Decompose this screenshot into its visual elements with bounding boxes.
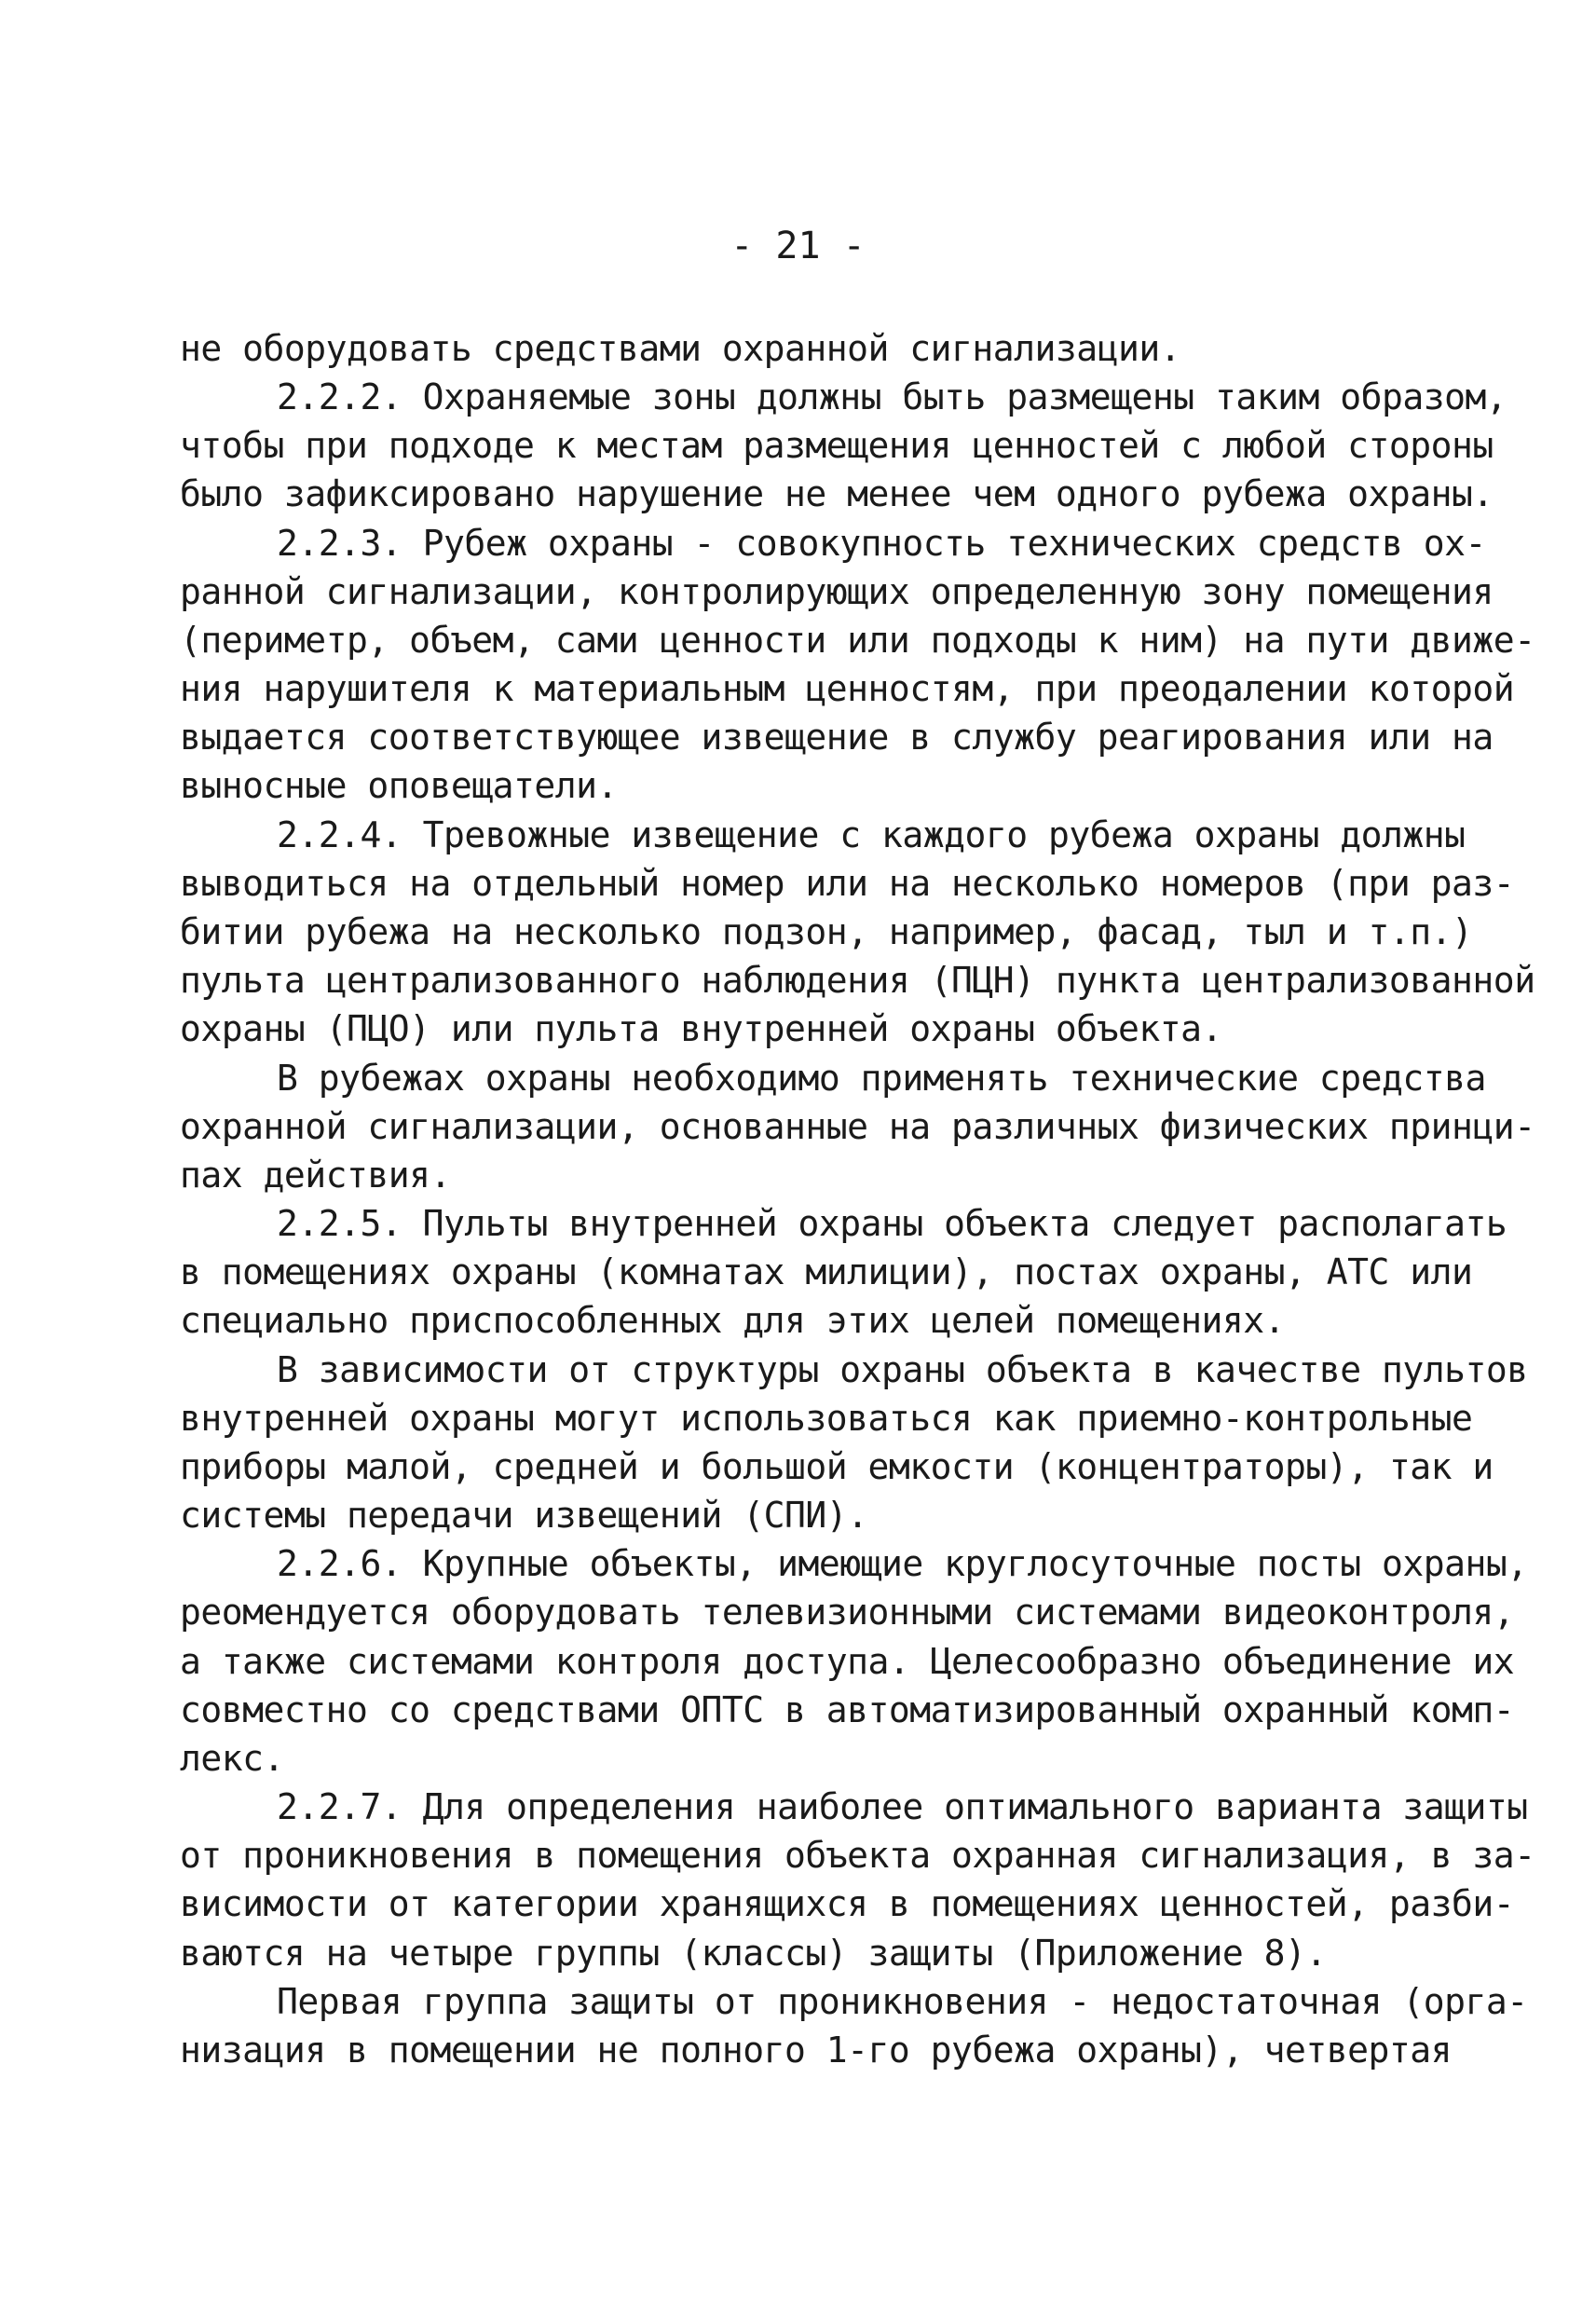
text-line: пах действия.	[180, 1155, 451, 1196]
text-line: системы передачи извещений (СПИ).	[180, 1495, 868, 1536]
text-line: 2.2.3. Рубеж охраны - совокупность технических средств ох-	[277, 523, 1486, 564]
text-line: Первая группа защиты от проникновения - недостаточная (орга-	[277, 1981, 1528, 2022]
text-line: 2.2.6. Крупные объекты, имеющие круглосуточные посты охраны,	[277, 1543, 1528, 1584]
text-line: охраны (ПЦО) или пульта внутренней охраны объекта.	[180, 1008, 1222, 1049]
text-line: битии рубежа на несколько подзон, например, фасад, тыл и т.п.)	[180, 911, 1473, 952]
text-line: чтобы при подходе к местам размещения ценностей с любой стороны	[180, 425, 1494, 466]
text-line: выдается соответствующее извещение в службу реагирования или на	[180, 717, 1494, 758]
text-line: выносные оповещатели.	[180, 765, 618, 806]
text-line: охранной сигнализации, основанные на различных физических принци-	[180, 1106, 1535, 1147]
page-number: - 21 -	[730, 225, 866, 267]
text-line: внутренней охраны могут использоваться как приемно-контрольные	[180, 1398, 1473, 1439]
text-line: висимости от категории хранящихся в помещениях ценностей, разби-	[180, 1883, 1515, 1924]
text-line: ния нарушителя к материальным ценностям, при преодалении которой	[180, 668, 1515, 709]
text-line: реомендуется оборудовать телевизионными системами видеоконтроля,	[180, 1592, 1515, 1633]
text-line: В рубежах охраны необходимо применять технические средства	[277, 1058, 1486, 1099]
text-line: специально приспособленных для этих целей помещениях.	[180, 1300, 1286, 1341]
text-line: выводиться на отдельный номер или на несколько номеров (при раз-	[180, 863, 1515, 904]
text-line: В зависимости от структуры охраны объекта в качестве пультов	[277, 1349, 1528, 1390]
text-line: 2.2.5. Пульты внутренней охраны объекта следует располагать	[277, 1203, 1507, 1244]
text-line: низация в помещении не полного 1-го рубежа охраны), четвертая	[180, 2030, 1453, 2071]
text-line: ранной сигнализации, контролирующих определенную зону помещения	[180, 571, 1494, 612]
text-line: от проникновения в помещения объекта охранная сигнализация, в за-	[180, 1835, 1535, 1876]
text-line: было зафиксировано нарушение не менее чем одного рубежа охраны.	[180, 473, 1494, 514]
text-line: (периметр, объем, сами ценности или подходы к ним) на пути движе-	[180, 620, 1535, 661]
text-line: в помещениях охраны (комнатах милиции), постах охраны, АТС или	[180, 1251, 1473, 1292]
text-line: 2.2.2. Охраняемые зоны должны быть размещены таким образом,	[277, 376, 1507, 417]
text-line: 2.2.7. Для определения наиболее оптимального варианта защиты	[277, 1786, 1528, 1827]
text-line: 2.2.4. Тревожные извещение с каждого рубежа охраны должны	[277, 814, 1466, 855]
text-line: не оборудовать средствами охранной сигнализации.	[180, 328, 1181, 369]
text-line: совместно со средствами ОПТС в автоматизированный охранный комп-	[180, 1689, 1515, 1730]
text-line: лекс.	[180, 1738, 284, 1779]
text-line: приборы малой, средней и большой емкости (концентраторы), так и	[180, 1446, 1494, 1487]
text-line: ваются на четыре группы (классы) защиты (Приложение 8).	[180, 1933, 1327, 1974]
text-line: а также системами контроля доступа. Целесообразно объединение их	[180, 1641, 1515, 1682]
text-line: пульта централизованного наблюдения (ПЦН) пункта централизованной	[180, 960, 1535, 1001]
